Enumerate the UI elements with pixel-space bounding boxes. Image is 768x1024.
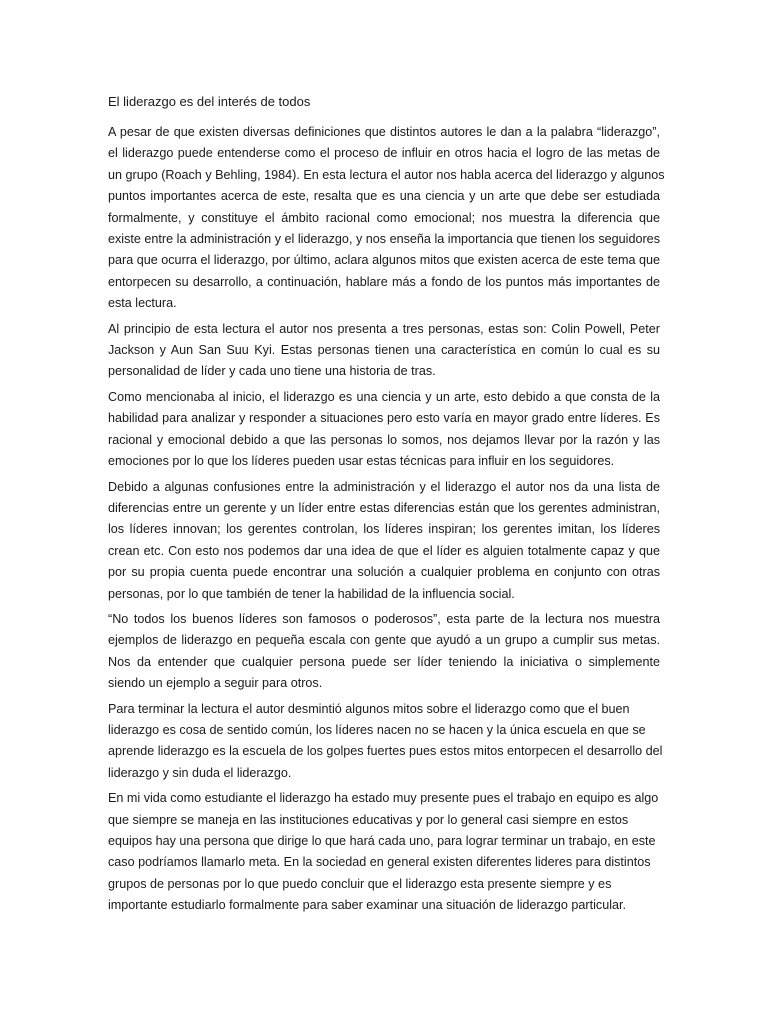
- text-line: que siempre se maneja en las instituciones educativas y por lo general casi siempre en estos: [108, 812, 629, 827]
- text-line: entorpecen su desarrollo, a continuación, hablare más a fondo de los puntos más importantes de: [108, 274, 660, 289]
- document-title: El liderazgo es del interés de todos: [108, 94, 311, 109]
- text-line: Al principio de esta lectura el autor nos presenta a tres personas, estas son: Colin Powell, Peter: [108, 321, 660, 336]
- text-line: formalmente, y constituye el ámbito racional como emocional; nos muestra la diferencia que: [108, 210, 660, 225]
- text-line: siendo un ejemplo a seguir para otros.: [108, 676, 323, 691]
- text-line: personas, por lo que también de tener la habilidad de la influencia social.: [108, 586, 515, 601]
- paragraph-7: [108, 788, 660, 916]
- text-line: liderazgo y sin duda el liderazgo.: [108, 765, 292, 780]
- text-line: Para terminar la lectura el autor desmintió algunos mitos sobre el liderazgo como que el buen: [108, 701, 630, 716]
- text-line: emociones por lo que los líderes pueden usar estas técnicas para influir en los seguidores.: [108, 454, 615, 469]
- text-line: diferencias entre un gerente y un líder entre estas diferencias están que los gerentes administran,: [108, 500, 660, 515]
- text-line: puntos importantes acerca de este, resalta que es una ciencia y un arte que debe ser estudiada: [108, 189, 660, 204]
- text-line: importante estudiarlo formalmente para saber examinar una situación de liderazgo particular.: [108, 898, 627, 913]
- paragraph-4: [108, 477, 660, 605]
- text-line: aprende liderazgo es la escuela de los golpes fuertes pues estos mitos entorpecen el desarrollo del: [108, 744, 663, 759]
- text-line: En mi vida como estudiante el liderazgo ha estado muy presente pues el trabajo en equipo es algo: [108, 791, 659, 806]
- text-line: Debido a algunas confusiones entre la administración y el liderazgo el autor nos da una lista de: [108, 479, 660, 494]
- text-line: personalidad de líder y cada uno tiene una historia de tras.: [108, 364, 436, 379]
- text-line: Nos da entender que cualquier persona puede ser líder teniendo la iniciativa o simplemente: [108, 654, 660, 669]
- text-line: caso podríamos llamarlo meta. En la sociedad en general existen diferentes lideres para distintos: [108, 855, 651, 870]
- paragraph-1: [108, 122, 665, 315]
- paragraph-5: [108, 609, 660, 695]
- text-line: grupos de personas por lo que puedo concluir que el liderazgo esta presente siempre y es: [108, 876, 612, 891]
- text-line: crean etc. Con esto nos podemos dar una idea de que el líder es alguien totalmente capaz y que: [108, 543, 660, 558]
- text-line: por su propia cuenta puede encontrar una solución a cualquier problema en conjunto con otras: [108, 565, 660, 580]
- text-line: liderazgo es cosa de sentido común, los líderes nacen no se hacen y la única escuela en que se: [108, 722, 646, 737]
- paragraph-6: [108, 699, 663, 785]
- text-line: Jackson y Aun San Suu Kyi. Estas personas tienen una característica en común lo cual es su: [108, 343, 660, 358]
- text-line: equipos hay una persona que dirige lo que hará cada uno, para lograr terminar un trabajo, en este: [108, 834, 656, 848]
- text-line: un grupo (Roach y Behling, 1984). En esta lectura el autor nos habla acerca del liderazgo y algunos: [108, 167, 665, 182]
- text-line: existe entre la administración y el liderazgo, y nos enseña la importancia que tienen los seguidores: [108, 232, 660, 247]
- text-line: habilidad para analizar y responder a situaciones pero esto varía en mayor grado entre líderes. Es: [108, 411, 660, 426]
- paragraph-3: [108, 387, 660, 473]
- text-line: el liderazgo puede entenderse como el proceso de influir en otros hacia el logro de las metas de: [108, 146, 660, 161]
- text-line: esta lectura.: [108, 296, 177, 311]
- text-line: “No todos los buenos líderes son famosos o poderosos”, esta parte de la lectura nos muestra: [108, 611, 660, 626]
- document-page: [108, 91, 665, 921]
- text-line: los líderes innovan; los gerentes controlan, los líderes inspiran; los gerentes imitan, los líderes: [108, 522, 660, 537]
- text-line: A pesar de que existen diversas definiciones que distintos autores le dan a la palabra “liderazgo”,: [108, 125, 660, 139]
- text-line: racional y emocional debido a que las personas lo somos, nos dejamos llevar por la razón y las: [108, 432, 660, 447]
- text-line: para que ocurra el liderazgo, por último, aclara algunos mitos que existen acerca de este tema que: [108, 253, 660, 268]
- paragraph-2: [108, 319, 660, 383]
- document-body: [108, 122, 665, 917]
- text-line: Como mencionaba al inicio, el liderazgo es una ciencia y un arte, esto debido a que consta de la: [108, 389, 660, 404]
- text-line: ejemplos de liderazgo en pequeña escala con gente que ayudó a un grupo a cumplir sus metas.: [108, 633, 660, 648]
